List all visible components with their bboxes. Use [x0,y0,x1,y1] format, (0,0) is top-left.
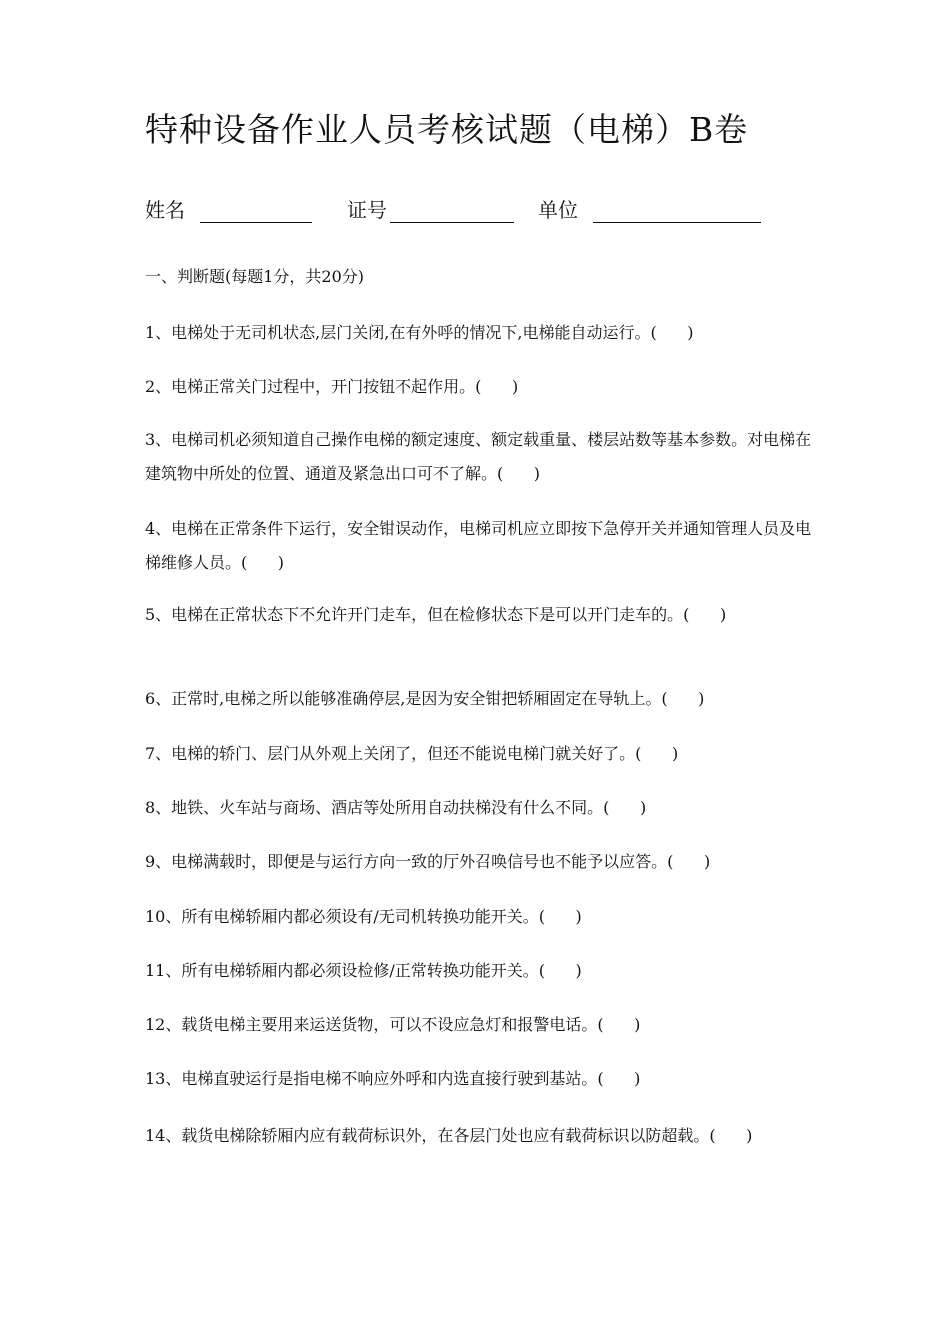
question-item [145,845,813,879]
answer-blank[interactable]: ) [481,377,519,396]
question-item [145,316,813,350]
question-item [145,1062,813,1096]
name-blank-line[interactable] [200,222,312,223]
answer-blank[interactable]: ) [609,798,647,817]
question-text: 7、电梯的轿门、层门从外观上关闭了，但还不能说电梯门就关好了。( [145,744,642,763]
question-item [145,682,813,716]
question-item [145,423,813,491]
question-item [145,1008,813,1042]
answer-blank[interactable]: ) [603,1069,641,1088]
question-item [145,370,813,404]
unit-blank-line[interactable] [593,222,761,223]
question-item [145,1119,813,1153]
question-item [145,598,813,632]
question-text: 6、正常时,电梯之所以能够准确停层,是因为安全钳把轿厢固定在导轨上。( [145,689,668,708]
question-text: 9、电梯满载时，即便是与运行方向一致的厅外召唤信号也不能予以应答。( [145,852,674,871]
section-heading: 一、判断题(每题1分，共20分) [145,267,365,286]
answer-blank[interactable]: ) [247,553,285,572]
question-text: 14、载货电梯除轿厢内应有载荷标识外，在各层门处也应有载荷标识以防超载。( [145,1126,716,1145]
page-title: 特种设备作业人员考核试题（电梯）B卷 [145,110,749,149]
question-item [145,791,813,825]
question-text: 5、电梯在正常状态下不允许开门走车，但在检修状态下是可以开门走车的。( [145,605,690,624]
question-text: 4、电梯在正常条件下运行，安全钳误动作，电梯司机应立即按下急停开关并通知管理人员及电梯维修人员。( [145,519,812,572]
question-text: 13、电梯直驶运行是指电梯不响应外呼和内选直接行驶到基站。( [145,1069,604,1088]
question-text: 12、载货电梯主要用来运送货物，可以不设应急灯和报警电话。( [145,1015,604,1034]
unit-label: 单位 [538,198,578,222]
name-label: 姓名 [145,198,185,222]
answer-blank[interactable]: ) [503,464,541,483]
question-text: 1、电梯处于无司机状态,层门关闭,在有外呼的情况下,电梯能自动运行。( [145,323,657,342]
question-item [145,737,813,771]
answer-blank[interactable]: ) [689,605,727,624]
question-text: 2、电梯正常关门过程中，开门按钮不起作用。( [145,377,482,396]
answer-blank[interactable]: ) [545,961,582,980]
answer-blank[interactable]: ) [641,744,679,763]
question-text: 11、所有电梯轿厢内都必须设检修/正常转换功能开关。( [145,961,545,980]
question-text: 8、地铁、火车站与商场、酒店等处所用自动扶梯没有什么不同。( [145,798,610,817]
question-text: 3、电梯司机必须知道自己操作电梯的额定速度、额定载重量、楼层站数等基本参数。对电梯在建筑物中所处的位置、通道及紧急出口可不了解。( [145,430,812,483]
answer-blank[interactable]: ) [667,689,705,708]
answer-blank[interactable]: ) [656,323,694,342]
question-text: 10、所有电梯轿厢内都必须设有/无司机转换功能开关。( [145,907,545,926]
answer-blank[interactable]: ) [603,1015,641,1034]
question-item [145,900,813,934]
cert-label: 证号 [347,198,387,222]
question-item [145,954,813,988]
question-item [145,512,813,580]
answer-blank[interactable]: ) [545,907,582,926]
answer-blank[interactable]: ) [715,1126,753,1145]
answer-blank[interactable]: ) [673,852,711,871]
cert-blank-line[interactable] [390,222,514,223]
